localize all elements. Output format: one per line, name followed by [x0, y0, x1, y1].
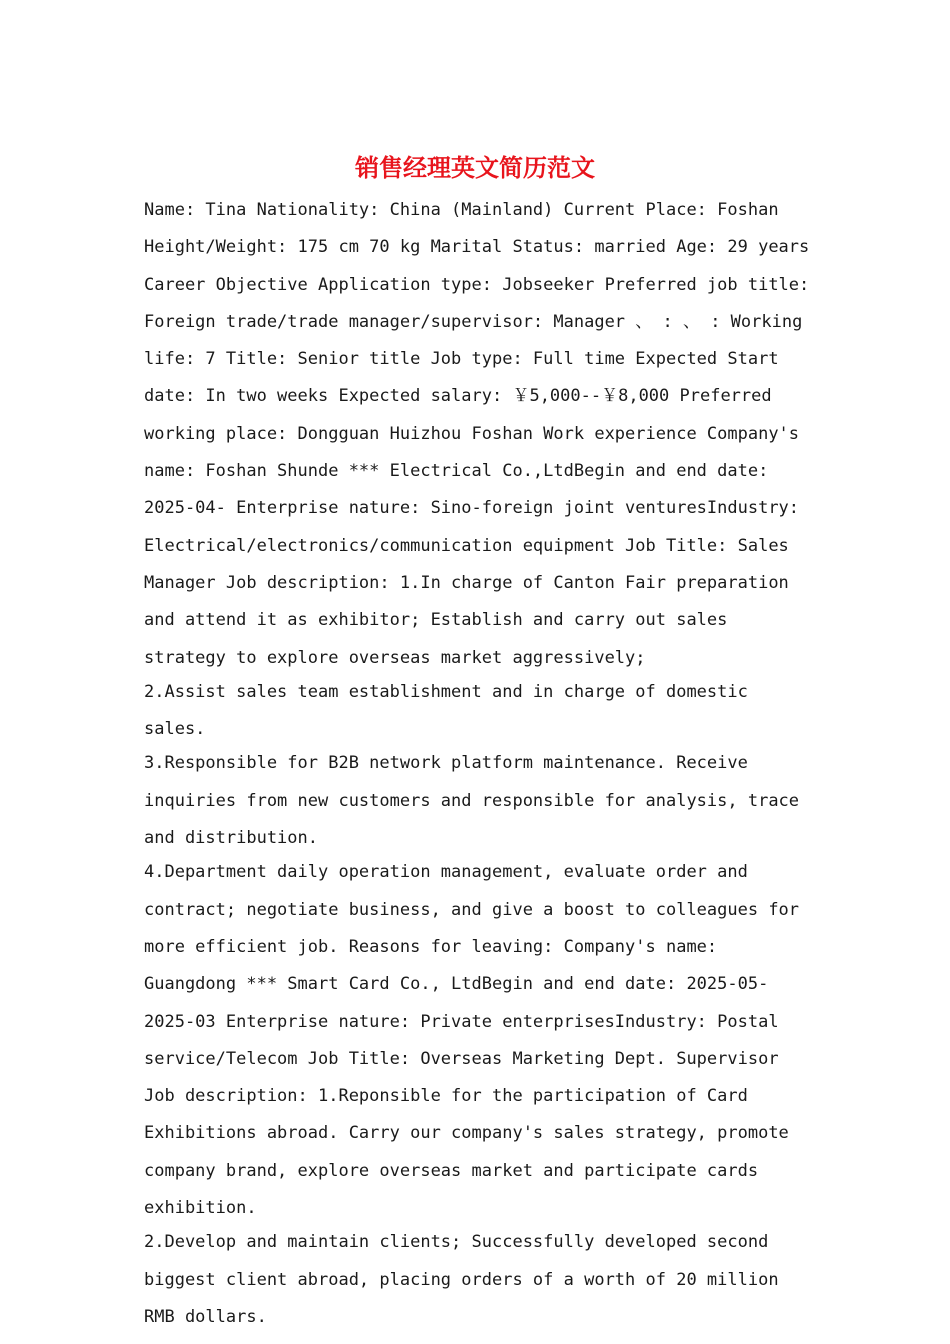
document-title: 销售经理英文简历范文 [355, 153, 595, 182]
paragraph-item-2: 2.Assist sales team establishment and in charge of domestic sales. [144, 681, 748, 740]
document-body [144, 192, 816, 1336]
paragraph-profile: Name: Tina Nationality: China (Mainland) Current Place: Foshan Height/Weight: 175 cm 70 kg Marital Status: married Age: 29 years Career Objective Application type: Jobseeker Preferred job title: Foreign trade/trade manager/supervisor: Manager 、 : 、 : Working life: 7 Title: Senior title Job type: Full time Expected Start date: In two weeks Expected salary: ￥5,000--￥8,000 Preferred working place: Dongguan Huizhou Foshan Work experience Company's name: Foshan Shunde *** Electrical Co.,LtdBegin and end date: 2025-04- Enterprise nature: Sino-foreign joint venturesIndustry: Electrical/electronics/communication equipment Job Title: Sales Manager Job description: 1.In charge of Canton Fair preparation and attend it as exhibitor; Establish and carry out sales strategy to explore overseas market aggressively; [144, 200, 810, 668]
paragraph-item-5: 2.Develop and maintain clients; Successfully developed second biggest client abroad, placing orders of a worth of 20 million RMB dollars. [144, 1232, 779, 1327]
paragraph-item-3: 3.Responsible for B2B network platform maintenance. Receive inquiries from new customers and responsible for analysis, trace and distribution. [144, 753, 800, 849]
paragraph-item-4: 4.Department daily operation management, evaluate order and contract; negotiate business, and give a boost to colleagues for more efficient job. Reasons for leaving: Company's name: Guangdong *** Smart Card Co., LtdBegin and end date: 2025-05-2025-03 Enterprise nature: Private enterprisesIndustry: Postal service/Telecom Job Title: Overseas Marketing Dept. Supervisor Job description: 1.Reponsible for the participation of Card Exhibitions abroad. Carry our company's sales strategy, promote company brand, explore overseas market and participate cards exhibition. [144, 862, 800, 1219]
